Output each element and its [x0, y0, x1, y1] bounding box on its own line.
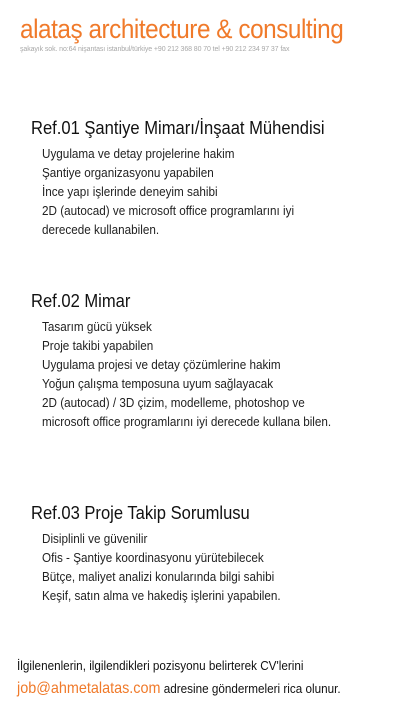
header — [20, 14, 390, 54]
instruction-text: İlgilenenlerin, ilgilendikleri pozisyonu belirterek CV'lerini — [17, 658, 304, 673]
job-section-ref02 — [31, 290, 376, 431]
requirement-item: Disiplinli ve güvenilir — [42, 531, 148, 546]
requirement-list — [31, 317, 376, 431]
requirement-list — [31, 144, 376, 239]
requirement-item: İnce yapı işlerinde deneyim sahibi — [42, 184, 218, 199]
job-section-ref01 — [31, 117, 376, 239]
requirement-list — [31, 529, 376, 605]
job-section-ref03 — [31, 502, 376, 605]
application-instructions — [17, 656, 395, 699]
requirement-item: Keşif, satın alma ve hakediş işlerini yapabilen. — [42, 588, 281, 603]
company-address: şakayık sok. no:64 nişantası istanbul/türkiye +90 212 368 80 70 tel +90 212 234 97 37 fax — [20, 46, 290, 53]
requirement-item: 2D (autocad) ve microsoft office programlarını iyi derecede kullanabilen. — [42, 203, 295, 237]
company-name: alataş architecture & consulting — [20, 14, 344, 44]
requirement-item: Uygulama projesi ve detay çözümlerine hakim — [42, 357, 281, 372]
requirement-item: 2D (autocad) / 3D çizim, modelleme, photoshop ve microsoft office programlarını iyi derecede kullana bilen. — [42, 395, 332, 429]
requirement-item: Bütçe, maliyet analizi konularında bilgi sahibi — [42, 569, 275, 584]
instruction-line — [17, 679, 357, 699]
email-link[interactable]: job@ahmetalatas.com — [17, 680, 161, 697]
requirement-item: Yoğun çalışma temposuna uyum sağlayacak — [42, 376, 274, 391]
job-title: Ref.03 Proje Takip Sorumlusu — [31, 503, 250, 523]
instruction-tail: adresine göndermeleri rica olunur. — [160, 681, 341, 696]
job-title: Ref.02 Mimar — [31, 291, 131, 311]
requirement-item: Şantiye organizasyonu yapabilen — [42, 165, 214, 180]
requirement-item: Proje takibi yapabilen — [42, 338, 154, 353]
requirement-item: Tasarım gücü yüksek — [42, 319, 152, 334]
requirement-item: Ofis - Şantiye koordinasyonu yürütebilecek — [42, 550, 264, 565]
job-title: Ref.01 Şantiye Mimarı/İnşaat Mühendisi — [31, 118, 325, 138]
requirement-item: Uygulama ve detay projelerine hakim — [42, 146, 235, 161]
